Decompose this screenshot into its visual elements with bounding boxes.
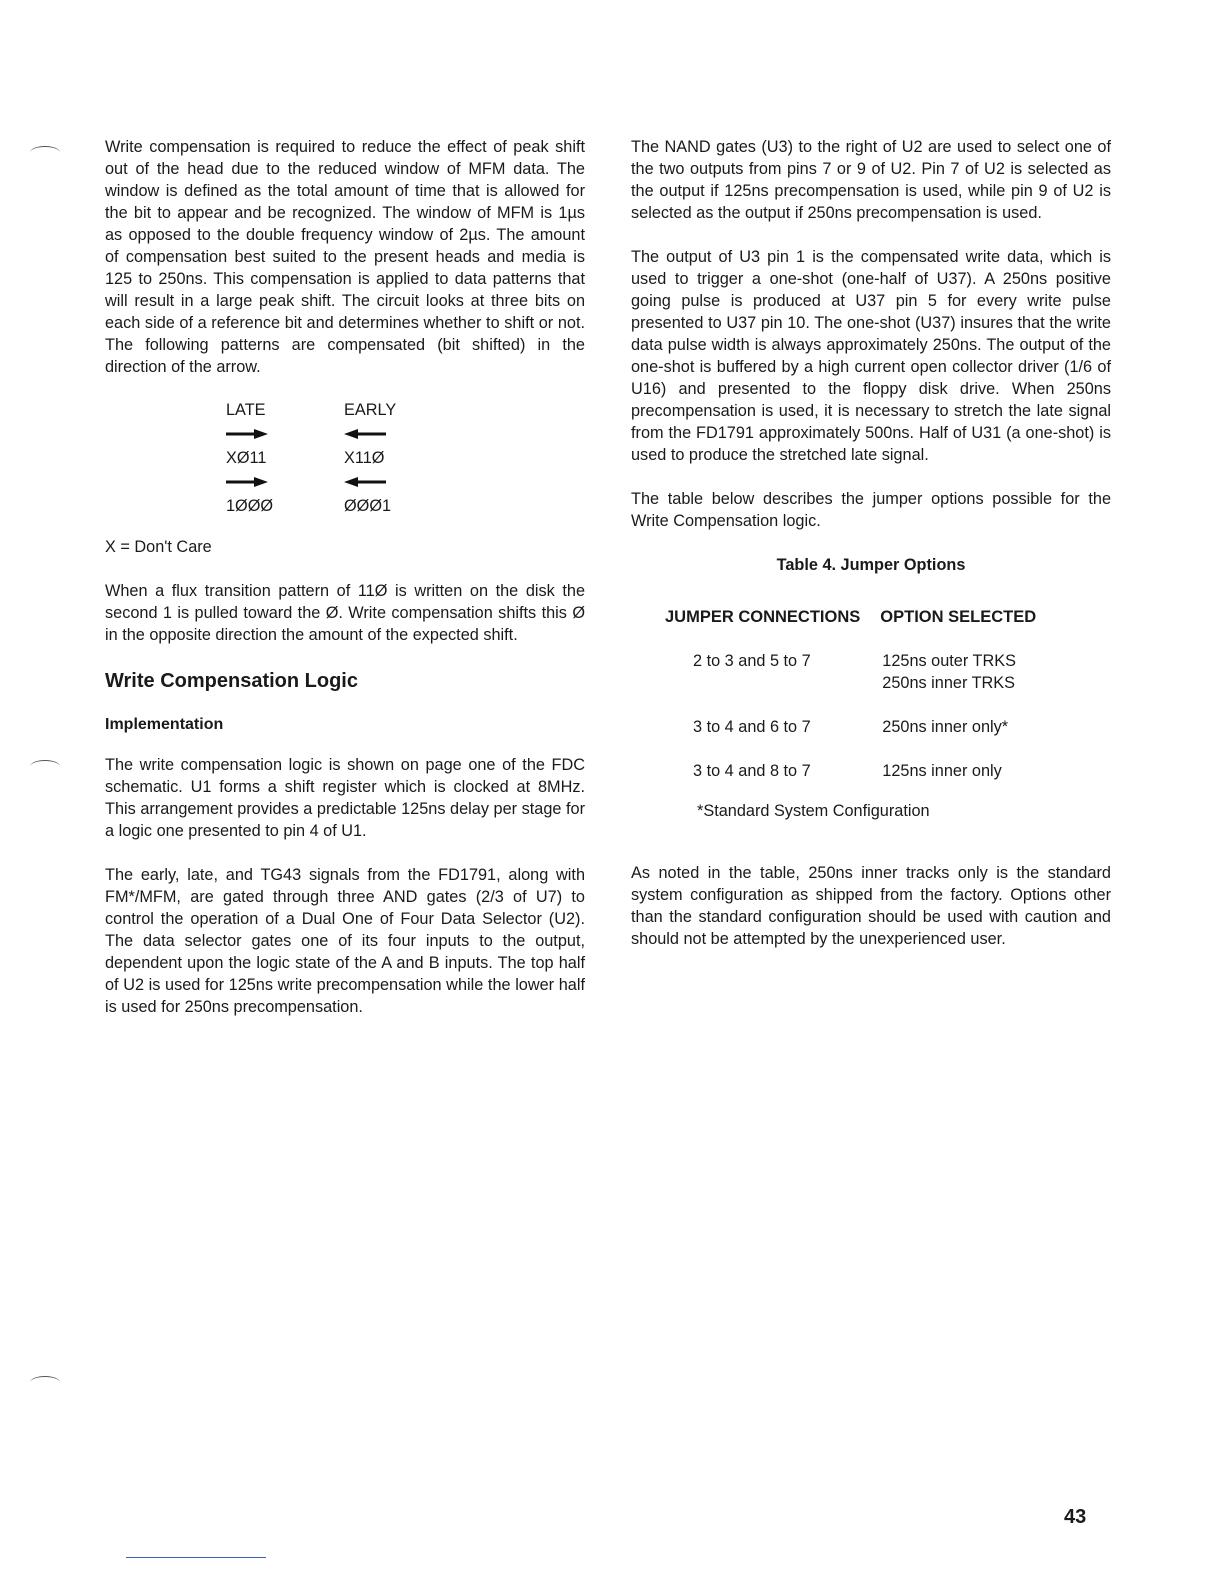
scan-mark <box>30 1376 60 1389</box>
table-row <box>665 650 1056 716</box>
late-label: LATE <box>226 401 266 419</box>
table-footnote: *Standard System Configuration <box>697 802 930 820</box>
paragraph: The NAND gates (U3) to the right of U2 are used to select one of the two outputs from pins 7 or 9 of U2. Pin 7 of U2 is selected as the output if 125ns precompensation is used, while pin 9 of U2 is selected as the output if 250ns precompensation is used. <box>631 138 1111 222</box>
arrow-right-icon <box>226 424 344 444</box>
option-cell: 250ns inner only* <box>882 718 1009 736</box>
subheading: Implementation <box>105 716 224 733</box>
column-header: JUMPER CONNECTIONS <box>665 608 861 626</box>
compensation-patterns <box>226 400 585 516</box>
jumper-options-table <box>665 606 1056 804</box>
late-pattern: 1ØØØ <box>226 497 274 515</box>
table-caption: Table 4. Jumper Options <box>776 556 966 574</box>
arrow-right-icon <box>226 472 344 492</box>
page-number: 43 <box>1064 1506 1087 1528</box>
late-pattern: XØ11 <box>226 449 267 467</box>
right-column <box>631 136 1111 972</box>
jumper-cell: 2 to 3 and 5 to 7 <box>693 652 811 670</box>
paragraph: When a flux transition pattern of 11Ø is written on the disk the second 1 is pulled toward the Ø. Write compensation shifts this Ø in the opposite direction the amount of the expected shift. <box>105 582 585 644</box>
table-row <box>665 716 1056 760</box>
paragraph: The table below describes the jumper options possible for the Write Compensation logic. <box>631 490 1111 530</box>
left-column <box>105 136 585 1040</box>
paragraph: As noted in the table, 250ns inner tracks only is the standard system configuration as shipped from the factory. Options other than the standard configuration should be used with caution and should not be attempted by the unexperienced user. <box>631 864 1111 948</box>
scan-mark <box>30 760 60 773</box>
early-pattern: ØØØ1 <box>344 497 392 515</box>
bottom-rule <box>126 1557 266 1558</box>
section-heading: Write Compensation Logic <box>105 670 358 692</box>
option-cell: 125ns outer TRKS 250ns inner TRKS <box>882 652 1016 692</box>
jumper-cell: 3 to 4 and 8 to 7 <box>693 762 811 780</box>
jumper-cell: 3 to 4 and 6 to 7 <box>693 718 811 736</box>
paragraph: The write compensation logic is shown on page one of the FDC schematic. U1 forms a shift register which is clocked at 8MHz. This arrangement provides a predictable 125ns delay per stage for a logic one presented to pin 4 of U1. <box>105 756 585 840</box>
legend: X = Don't Care <box>105 538 212 556</box>
paragraph: Write compensation is required to reduce the effect of peak shift out of the head due to the reduced window of MFM data. The window is defined as the total amount of time that is allowed for the bit to appear and be recognized. The window of MFM is 1µs as opposed to the double frequency window of 2µs. The amount of compensation best suited to the present heads and media is 125 to 250ns. This compensation is applied to data patterns that will result in a large peak shift. The circuit looks at three bits on each side of a reference bit and determines whether to shift or not. The following patterns are compensated (bit shifted) in the direction of the arrow. <box>105 138 585 376</box>
paragraph: The output of U3 pin 1 is the compensated write data, which is used to trigger a one-shot (one-half of U37). A 250ns positive going pulse is produced at U37 pin 5 for every write pulse presented to U37 pin 10. The one-shot (U37) insures that the write data pulse width is always approximately 250ns. The output of the one-shot is buffered by a high current open collector driver (1/6 of U16) and presented to the floppy disk drive. When 250ns precompensation is used, it is necessary to stretch the late signal from the FD1791 approximately 500ns. Half of U31 (a one-shot) is used to produce the stretched late signal. <box>631 248 1111 464</box>
arrow-left-icon <box>344 424 444 444</box>
paragraph: The early, late, and TG43 signals from the FD1791, along with FM*/MFM, are gated through three AND gates (2/3 of U7) to control the operation of a Dual One of Four Data Selector (U2). The data selector gates one of its four inputs to the output, dependent upon the logic state of the A and B inputs. The top half of U2 is used for 125ns write precompensation while the lower half is used for 250ns precompensation. <box>105 866 585 1016</box>
option-cell: 125ns inner only <box>882 762 1002 780</box>
column-header: OPTION SELECTED <box>880 608 1037 626</box>
scan-mark <box>30 146 60 159</box>
early-label: EARLY <box>344 401 397 419</box>
early-pattern: X11Ø <box>344 449 385 467</box>
table-row <box>665 760 1056 804</box>
arrow-left-icon <box>344 472 444 492</box>
